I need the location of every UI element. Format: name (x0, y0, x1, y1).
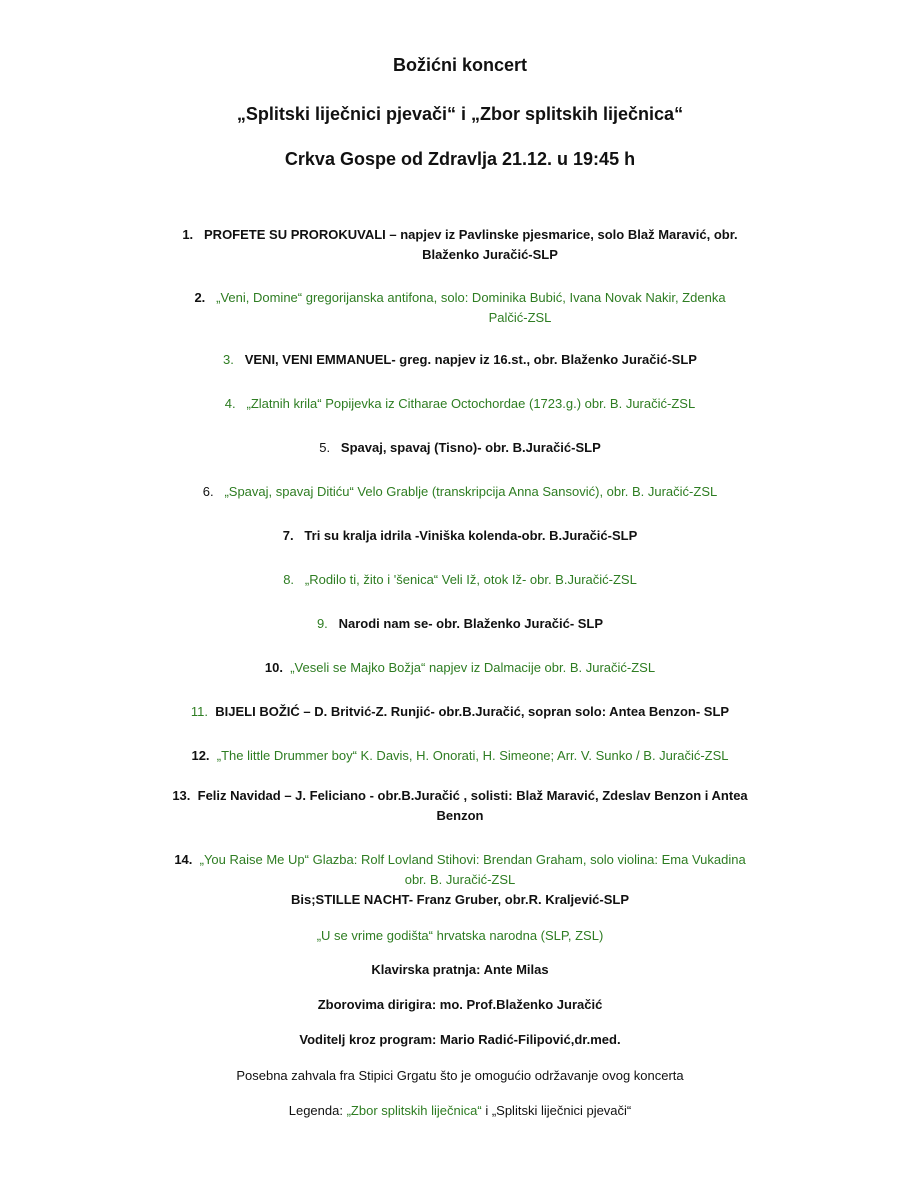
program-item-9: 9. Narodi nam se- obr. Blaženko Juračić- SLP (316, 616, 604, 631)
program-item-11: 11. BIJELI BOŽIĆ – D. Britvić-Z. Runjić- obr.B.Juračić, sopran solo: Antea Benzon- SLP (190, 704, 730, 719)
encore-bis: Bis;STILLE NACHT- Franz Gruber, obr.R. Kraljević-SLP (290, 892, 630, 907)
program-item-10: 10. „Veseli se Majko Božja“ napjev iz Dalmacije obr. B. Juračić-ZSL (264, 660, 656, 675)
thanks-note: Posebna zahvala fra Stipici Grgatu što je omogućio održavanje ovog koncerta (236, 1068, 684, 1083)
program-item-1-cont: Blaženko Juračić-SLP (422, 247, 558, 262)
program-item-4: 4. „Zlatnih krila“ Popijevka iz Citharae Octochordae (1723.g.) obr. B. Juračić-ZSL (224, 396, 696, 411)
program-item-8: 8. „Rodilo ti, žito i 'šenica“ Veli Iž, otok Iž- obr. B.Juračić-ZSL (283, 572, 637, 587)
program-item-7: 7. Tri su kralja idrila -Viniška kolenda-obr. B.Juračić-SLP (282, 528, 638, 543)
legend (0, 1101, 920, 1121)
program-item-13: 13. Feliz Navidad – J. Feliciano - obr.B.Juračić , solisti: Blaž Maravić, Zdeslav Benzon i Antea (172, 788, 748, 803)
program-item-1: 1. PROFETE SU PROROKUVALI – napjev iz Pavlinske pjesmarice, solo Blaž Maravić, obr. (182, 227, 738, 242)
legend-label: Legenda: (288, 1103, 343, 1118)
program-item-14: 14. „You Raise Me Up“ Glazba: Rolf Lovland Stihovi: Brendan Graham, solo violina: Ema Vukadina (174, 852, 746, 867)
program-item-14-cont: obr. B. Juračić-ZSL (404, 872, 516, 887)
program-item-12: 12. „The little Drummer boy“ K. Davis, H. Onorati, H. Simeone; Arr. V. Sunko / B. Juračić-ZSL (191, 748, 729, 763)
credit-conductor: Zborovima dirigira: mo. Prof.Blaženko Juračić (317, 997, 603, 1012)
program-item-2: 2. „Veni, Domine“ gregorijanska antifona, solo: Dominika Bubić, Ivana Novak Nakir, Zdenka (194, 290, 726, 305)
credit-piano: Klavirska pratnja: Ante Milas (371, 962, 549, 977)
legend-slp: „Splitski liječnici pjevači“ (491, 1103, 632, 1118)
credit-host: Voditelj kroz program: Mario Radić-Filipović,dr.med. (299, 1032, 621, 1047)
encore-closing-song: „U se vrime godišta“ hrvatska narodna (SLP, ZSL) (316, 928, 604, 943)
legend-zsl: „Zbor splitskih liječnica“ (346, 1103, 482, 1118)
program-item-3: 3. VENI, VENI EMMANUEL- greg. napjev iz 16.st., obr. Blaženko Juračić-SLP (223, 352, 697, 367)
program-item-13-cont: Benzon (436, 808, 484, 823)
program-item-2-cont: Palčić-ZSL (488, 310, 552, 325)
concert-title: Božićni koncert (392, 55, 528, 75)
program-item-5: 5. Spavaj, spavaj (Tisno)- obr. B.Juračić-SLP (319, 440, 601, 455)
legend-joiner: i (485, 1103, 489, 1118)
venue-date: Crkva Gospe od Zdravlja 21.12. u 19:45 h (284, 149, 636, 169)
choirs-title: „Splitski liječnici pjevači“ i „Zbor splitskih liječnica“ (236, 104, 684, 124)
program-item-6: 6. „Spavaj, spavaj Ditiću“ Velo Grablje (transkripcija Anna Sansović), obr. B. Juračić-ZSL (202, 484, 718, 499)
